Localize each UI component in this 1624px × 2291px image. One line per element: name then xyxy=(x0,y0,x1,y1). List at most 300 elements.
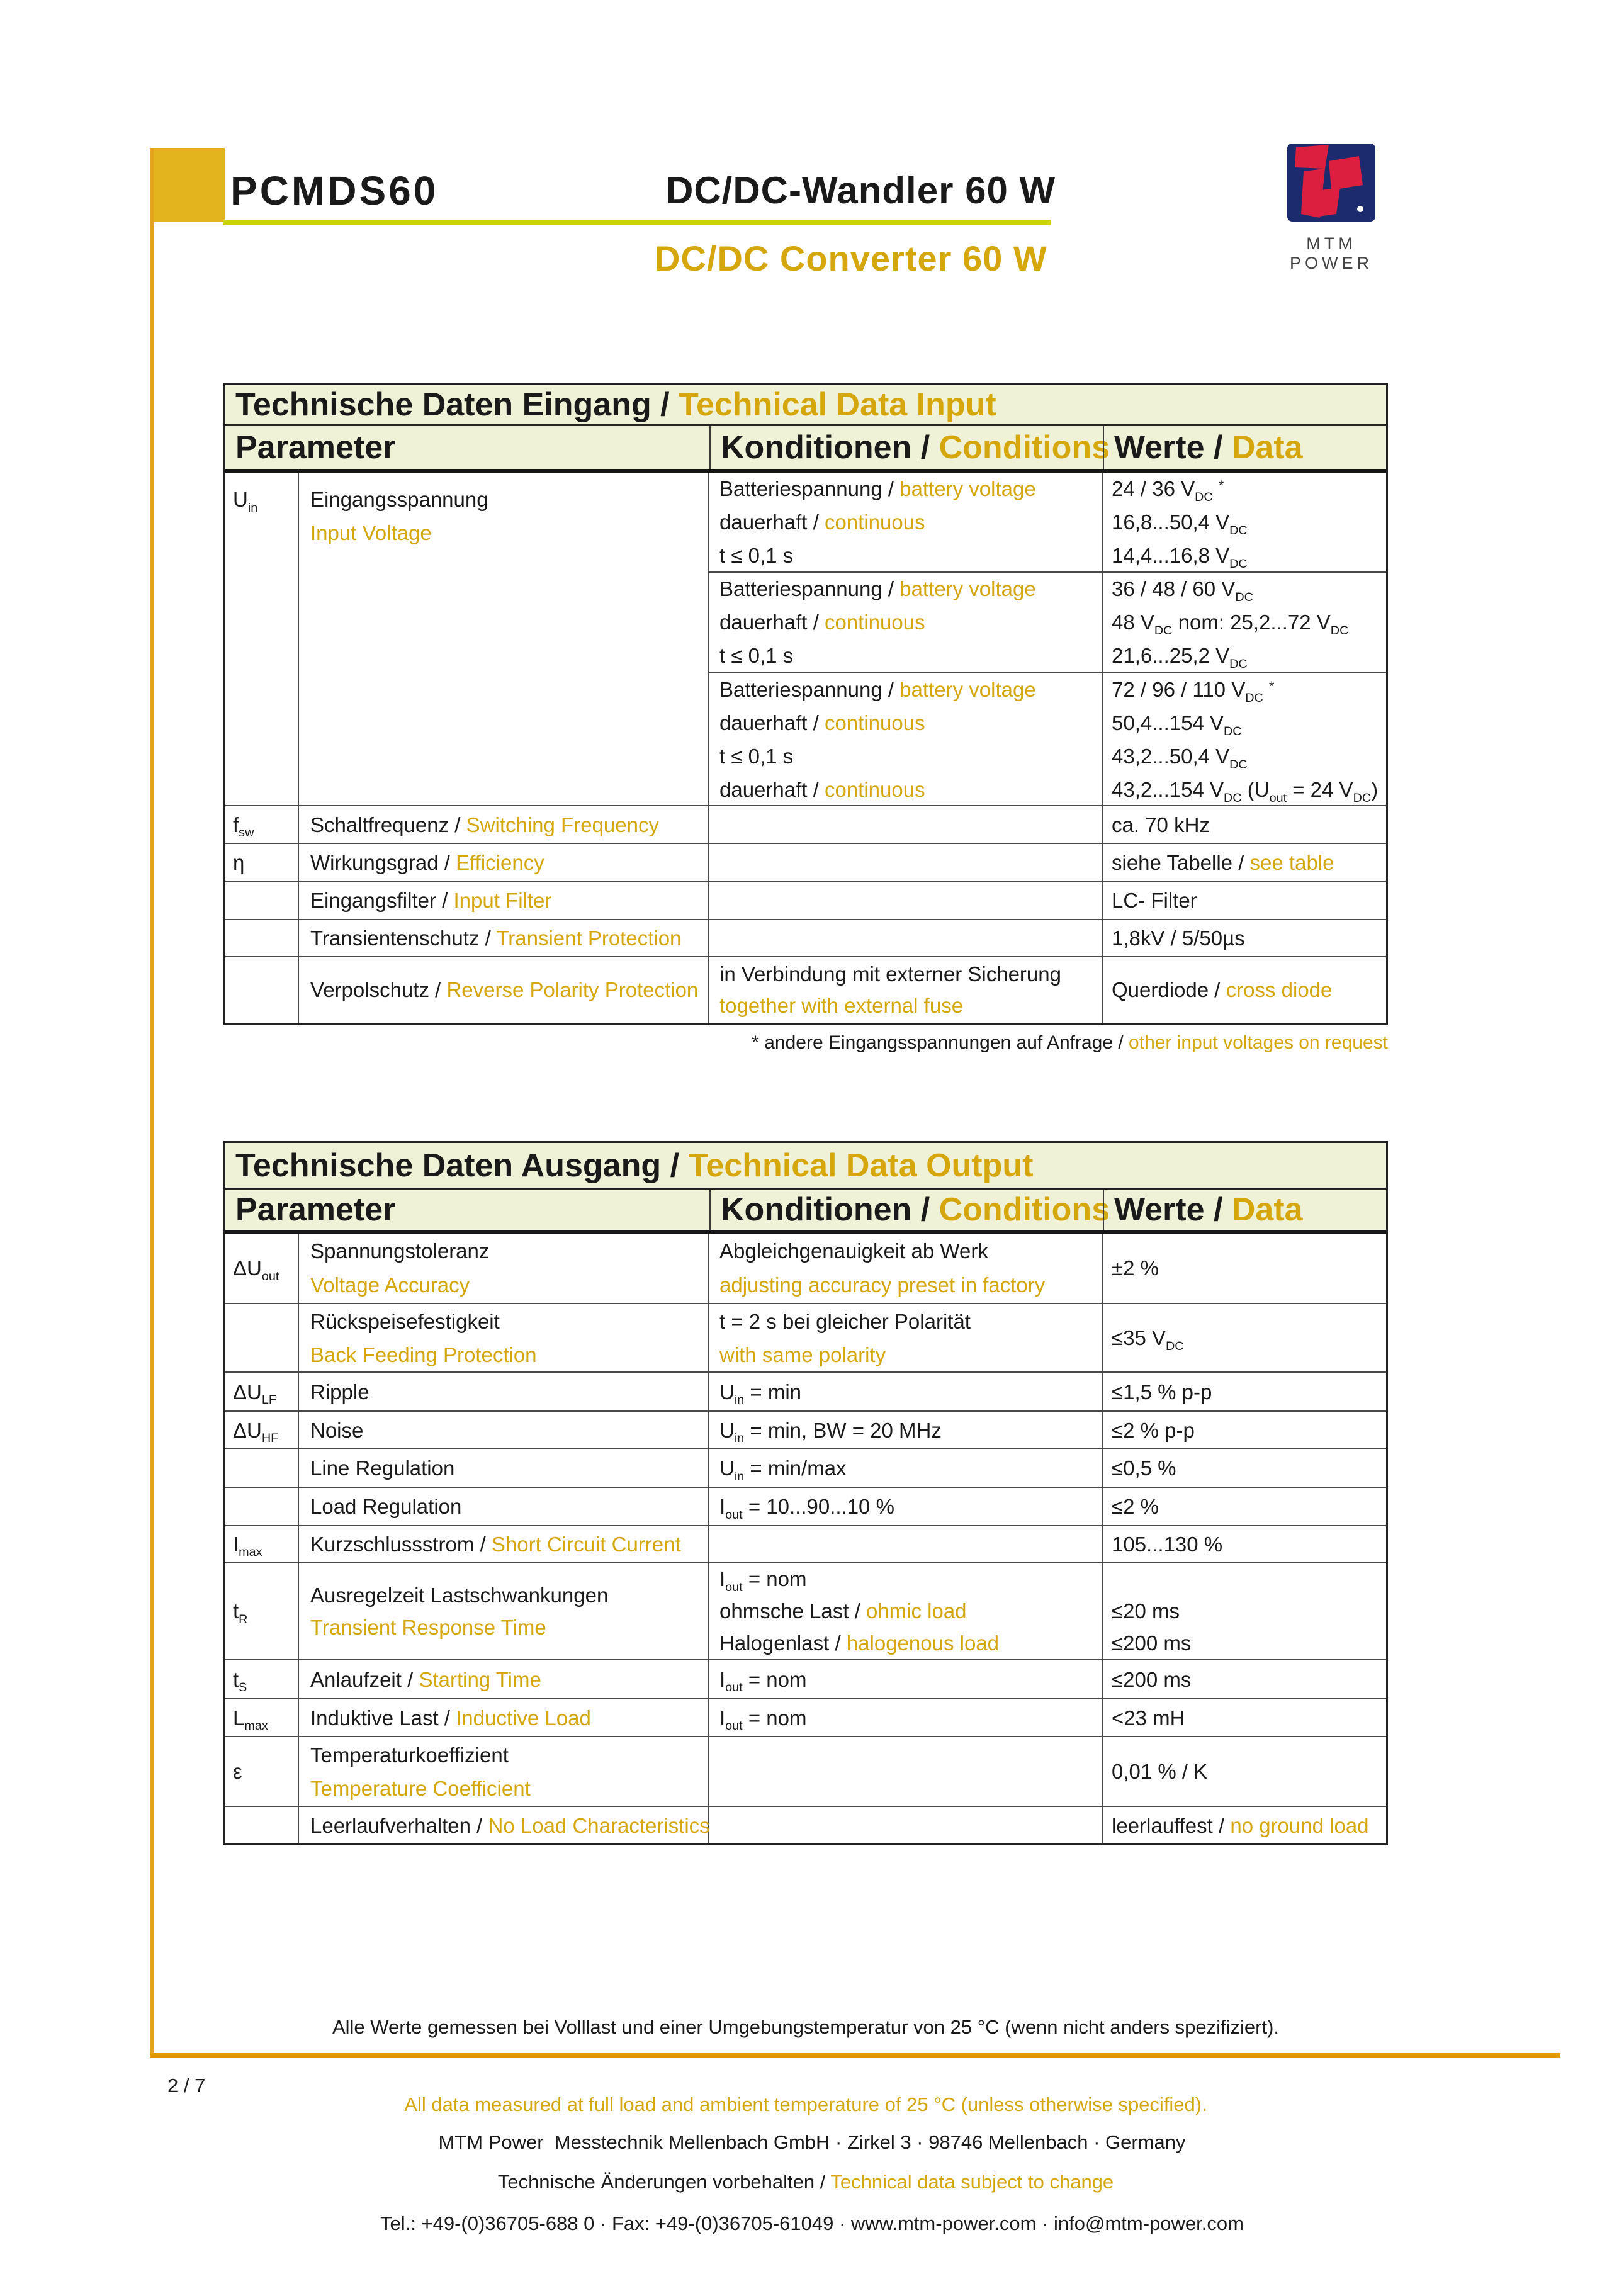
text-segment: DC xyxy=(1229,656,1248,671)
text-segment: ohmic load xyxy=(866,1599,967,1623)
cell-line xyxy=(719,773,1102,806)
note-line-changes: Technische Änderungen vorbehalten / Technical data subject to change xyxy=(497,2171,1114,2193)
text-segment: Halogenlast / xyxy=(719,1631,847,1655)
text-segment: see table xyxy=(1249,850,1334,874)
cell-line xyxy=(719,639,1102,672)
cell-line xyxy=(719,673,1102,706)
text-segment: Leerlaufverhalten / xyxy=(310,1813,488,1837)
cell-line xyxy=(1112,1414,1386,1447)
text-segment: max xyxy=(244,1719,268,1733)
table-row xyxy=(225,1807,1386,1843)
table-row xyxy=(225,1412,1386,1449)
cell-description xyxy=(299,1373,709,1410)
text-segment: Anlaufzeit / xyxy=(310,1667,419,1691)
text-segment: Querdiode / xyxy=(1112,978,1226,1001)
cell-line xyxy=(1112,1627,1386,1659)
cell-value xyxy=(1103,920,1386,956)
cell-symbol xyxy=(225,1304,299,1371)
cell-symbol xyxy=(225,920,299,956)
table-row xyxy=(225,882,1386,920)
text-segment: out xyxy=(261,1269,279,1283)
table-row xyxy=(225,1699,1386,1737)
cell-value xyxy=(1103,806,1386,843)
text-segment: Transient Protection xyxy=(496,926,682,950)
text-segment: battery voltage xyxy=(899,678,1036,701)
cell-line xyxy=(719,1305,1102,1338)
cell-line xyxy=(719,605,1102,639)
text-segment xyxy=(1213,477,1219,500)
text-segment: DC xyxy=(1229,556,1248,571)
cell-line xyxy=(719,1234,1102,1268)
cell-symbol xyxy=(225,1234,299,1303)
footnote-english: other input voltages on request xyxy=(1129,1032,1388,1053)
cell-line xyxy=(1112,921,1386,955)
text-segment: Parameter xyxy=(235,1191,396,1228)
text-segment: Voltage Accuracy xyxy=(310,1273,470,1297)
cell-line xyxy=(233,483,298,516)
cell-line xyxy=(1112,1663,1386,1696)
column-header-values xyxy=(1103,1190,1386,1230)
cell-line xyxy=(1112,673,1386,706)
cell-line xyxy=(719,1414,1102,1447)
cell-description xyxy=(299,1304,709,1371)
text-segment: Conditions xyxy=(939,1191,1110,1228)
cell-line xyxy=(1112,505,1386,539)
cell-description xyxy=(299,1737,709,1806)
text-segment: out xyxy=(725,1580,743,1594)
cell-description xyxy=(299,1660,709,1698)
cell-value xyxy=(1103,882,1386,919)
text-segment: U xyxy=(719,1456,735,1480)
text-segment: t ≤ 0,1 s xyxy=(719,544,794,567)
cell-line xyxy=(1112,1375,1386,1409)
cell-line xyxy=(1112,1809,1386,1842)
text-segment: ≤1,5 % p-p xyxy=(1112,1380,1212,1404)
text-segment: battery voltage xyxy=(899,577,1036,600)
text-segment: 14,4...16,8 V xyxy=(1112,544,1230,567)
text-segment: DC xyxy=(1223,791,1242,805)
column-header-conditions xyxy=(709,426,1110,469)
cell-description xyxy=(299,1563,709,1659)
text-segment: Batteriespannung / xyxy=(719,477,900,500)
text-segment: in xyxy=(734,1431,745,1446)
cell-description xyxy=(299,1412,709,1448)
cell-line xyxy=(233,846,298,879)
cell-symbol xyxy=(225,882,299,919)
text-segment: = min, BW = 20 MHz xyxy=(744,1418,942,1442)
cell-line xyxy=(719,1563,1102,1595)
text-segment: out xyxy=(725,1507,743,1522)
text-segment: Transient Response Time xyxy=(310,1615,546,1639)
cell-conditions xyxy=(709,573,1103,672)
cell-value xyxy=(1103,1488,1386,1525)
text-segment: halogenous load xyxy=(846,1631,1000,1655)
cell-description xyxy=(299,882,709,919)
text-segment: 24 / 36 V xyxy=(1112,477,1195,500)
cell-line xyxy=(233,1595,298,1627)
text-segment: dauerhaft / xyxy=(719,778,825,801)
accent-vertical-line xyxy=(150,148,154,2058)
text-segment: 105...130 % xyxy=(1112,1532,1223,1556)
text-segment: Spannungstoleranz xyxy=(310,1239,490,1263)
text-segment: = nom xyxy=(742,1706,807,1730)
text-segment: = nom xyxy=(742,1567,807,1590)
cell-line xyxy=(719,1451,1102,1485)
cell-line xyxy=(310,1809,708,1842)
cell-line xyxy=(1112,846,1386,879)
text-segment: leerlauffest / xyxy=(1112,1813,1231,1837)
cell-description xyxy=(299,1488,709,1525)
cell-conditions xyxy=(709,882,1103,919)
cell-line xyxy=(1112,1563,1386,1595)
text-segment: ε xyxy=(233,1760,242,1783)
table-row xyxy=(225,473,1386,806)
cell-line xyxy=(1112,1251,1386,1285)
cell-line xyxy=(719,1490,1102,1523)
condition-value-group xyxy=(709,473,1386,805)
cell-symbol xyxy=(225,1449,299,1487)
cell-line xyxy=(310,1451,708,1485)
text-segment: Kurzschlussstrom / xyxy=(310,1532,492,1556)
cell-conditions xyxy=(709,1449,1103,1487)
cell-value xyxy=(1103,573,1386,672)
text-segment: t = 2 s bei gleicher Polarität xyxy=(719,1309,971,1333)
cell-value xyxy=(1103,1807,1386,1843)
text-segment: ≤0,5 % xyxy=(1112,1456,1176,1480)
cell-conditions xyxy=(709,1488,1103,1525)
text-segment: Starting Time xyxy=(419,1667,541,1691)
cell-line xyxy=(310,884,708,917)
text-segment: Line Regulation xyxy=(310,1456,455,1480)
cell-line xyxy=(719,505,1102,539)
mtm-power-logo xyxy=(1287,144,1413,225)
cell-description xyxy=(299,844,709,881)
text-segment: No Load Characteristics xyxy=(488,1813,710,1837)
cell-description xyxy=(299,957,709,1023)
technical-data-output-table xyxy=(223,1141,1388,1845)
text-segment: ≤35 V xyxy=(1112,1326,1166,1349)
cell-line xyxy=(310,1611,708,1643)
text-segment: L xyxy=(233,1706,245,1730)
text-segment: LF xyxy=(261,1393,276,1407)
cell-symbol xyxy=(225,1488,299,1525)
text-segment: Ausregelzeit Lastschwankungen xyxy=(310,1583,609,1607)
cell-line xyxy=(310,808,708,842)
table-row xyxy=(225,957,1386,1023)
cell-conditions xyxy=(709,844,1103,881)
cell-value xyxy=(1103,1373,1386,1410)
text-segment: I xyxy=(233,1532,239,1556)
text-segment: 0,01 % / K xyxy=(1112,1760,1208,1783)
cell-symbol xyxy=(225,1373,299,1410)
text-segment: DC xyxy=(1330,623,1349,638)
cell-description xyxy=(299,1526,709,1562)
cell-line xyxy=(719,1595,1102,1627)
cell-description xyxy=(299,1699,709,1736)
text-segment: Induktive Last / xyxy=(310,1706,456,1730)
text-segment: Inductive Load xyxy=(456,1706,591,1730)
text-segment: Efficiency xyxy=(456,850,544,874)
cell-line xyxy=(719,740,1102,773)
note-line-english: All data measured at full load and ambient temperature of 25 °C (unless otherwise specified). xyxy=(404,2093,1207,2115)
text-segment: LC- Filter xyxy=(1112,889,1197,912)
cell-line xyxy=(310,1414,708,1447)
text-segment: U xyxy=(719,1380,735,1404)
text-segment: out xyxy=(725,1719,743,1733)
text-segment: ca. 70 kHz xyxy=(1112,813,1210,836)
cell-line xyxy=(719,959,1102,990)
cell-line xyxy=(310,921,708,955)
table-subrow xyxy=(709,473,1386,573)
text-segment: ≤2 % p-p xyxy=(1112,1418,1195,1442)
cell-line xyxy=(310,1738,708,1772)
text-segment: 43,2...50,4 V xyxy=(1112,745,1230,768)
cell-line xyxy=(719,1338,1102,1371)
table-row xyxy=(225,1449,1386,1488)
cell-line xyxy=(719,990,1102,1022)
accent-square xyxy=(150,148,225,222)
cell-line xyxy=(719,572,1102,605)
text-segment: ≤2 % xyxy=(1112,1495,1159,1518)
text-segment: t ≤ 0,1 s xyxy=(719,644,794,667)
column-header-parameter xyxy=(225,426,709,469)
cell-line xyxy=(719,1701,1102,1735)
table-subrow xyxy=(709,673,1386,806)
text-segment: continuous xyxy=(824,611,925,634)
text-segment: 43,2...154 V xyxy=(1112,778,1224,801)
document-title-english: DC/DC Converter 60 W xyxy=(655,239,1047,278)
cell-line xyxy=(1112,605,1386,639)
title-underline xyxy=(223,220,1051,225)
text-segment: Load Regulation xyxy=(310,1495,462,1518)
text-segment: <23 mH xyxy=(1112,1706,1185,1730)
text-segment: Technical Data Output xyxy=(688,1147,1034,1184)
cell-line xyxy=(233,1755,298,1788)
text-segment: = nom xyxy=(742,1667,807,1691)
text-segment: 16,8...50,4 V xyxy=(1112,510,1230,534)
cell-description xyxy=(299,1807,709,1843)
cell-symbol xyxy=(225,1412,299,1448)
cell-conditions xyxy=(709,1526,1103,1562)
text-segment: DC xyxy=(1229,757,1248,772)
text-segment: Input Filter xyxy=(453,889,552,912)
text-segment: Verpolschutz / xyxy=(310,978,447,1001)
cell-symbol xyxy=(225,1807,299,1843)
text-segment: ≤200 ms xyxy=(1112,1667,1192,1691)
text-segment: Noise xyxy=(310,1418,364,1442)
cell-symbol xyxy=(225,844,299,881)
column-header-values xyxy=(1103,426,1386,469)
text-segment: Switching Frequency xyxy=(466,813,659,836)
table-subrow xyxy=(709,573,1386,673)
cell-symbol xyxy=(225,1737,299,1806)
cell-conditions xyxy=(709,1737,1103,1806)
cell-line xyxy=(719,706,1102,740)
cell-value xyxy=(1103,844,1386,881)
table-row xyxy=(225,1234,1386,1304)
document-title-german: DC/DC-Wandler 60 W xyxy=(666,169,1056,211)
cell-description xyxy=(299,920,709,956)
text-segment: nom: 25,2...72 V xyxy=(1172,611,1331,634)
cell-line xyxy=(1112,740,1386,773)
text-segment: Technical Data Input xyxy=(679,386,996,423)
text-segment: Ripple xyxy=(310,1380,369,1404)
cell-line xyxy=(310,516,708,549)
cell-line xyxy=(310,483,708,516)
text-segment: Conditions xyxy=(939,429,1110,466)
text-segment: S xyxy=(239,1680,247,1695)
text-segment: ≤200 ms xyxy=(1112,1631,1192,1655)
text-segment: (U xyxy=(1241,778,1270,801)
cell-conditions xyxy=(709,673,1103,806)
text-segment: = min/max xyxy=(744,1456,847,1480)
table-row xyxy=(225,806,1386,844)
text-segment: in Verbindung mit externer Sicherung xyxy=(719,962,1061,986)
text-segment: Transientenschutz / xyxy=(310,926,497,950)
logo-label: MTM POWER xyxy=(1289,234,1373,273)
text-segment: I xyxy=(719,1567,726,1590)
cell-line xyxy=(719,1268,1102,1302)
text-segment: Short Circuit Current xyxy=(491,1532,681,1556)
cell-symbol xyxy=(225,1526,299,1562)
cell-symbol xyxy=(225,806,299,843)
cell-line xyxy=(310,846,708,879)
text-segment: Reverse Polarity Protection xyxy=(446,978,699,1001)
table-row xyxy=(225,1563,1386,1660)
text-segment: sw xyxy=(239,826,254,840)
cell-line xyxy=(310,1234,708,1268)
text-segment: = 24 V xyxy=(1287,778,1353,801)
cell-line xyxy=(310,1663,708,1696)
text-segment: U xyxy=(719,1418,735,1442)
column-header-row xyxy=(225,426,1386,473)
cell-conditions xyxy=(709,1234,1103,1303)
column-header-parameter xyxy=(225,1190,709,1230)
text-segment: = 10...90...10 % xyxy=(742,1495,894,1518)
cell-conditions xyxy=(709,1807,1103,1843)
cell-conditions xyxy=(709,1304,1103,1371)
cell-conditions xyxy=(709,920,1103,956)
table-row xyxy=(225,1304,1386,1373)
text-segment: R xyxy=(239,1612,248,1626)
cell-symbol xyxy=(225,1563,299,1659)
text-segment: together with external fuse xyxy=(719,994,964,1017)
table-row xyxy=(225,844,1386,882)
text-segment: t xyxy=(233,1599,239,1623)
cell-line xyxy=(310,1490,708,1523)
text-segment: continuous xyxy=(824,778,925,801)
cell-line xyxy=(1112,1321,1386,1354)
text-segment: DC xyxy=(1229,523,1248,538)
cell-line xyxy=(310,1528,708,1561)
cell-line xyxy=(1112,1490,1386,1523)
cell-conditions xyxy=(709,473,1103,571)
text-segment: DC xyxy=(1245,690,1263,705)
text-segment: DC xyxy=(1166,1339,1184,1353)
cell-conditions xyxy=(709,1699,1103,1736)
cell-value xyxy=(1103,1449,1386,1487)
text-segment: Temperaturkoeffizient xyxy=(310,1743,509,1767)
text-segment: ΔU xyxy=(233,1256,262,1280)
text-segment: 72 / 96 / 110 V xyxy=(1112,678,1246,701)
cell-line xyxy=(310,1701,708,1735)
cell-line xyxy=(1112,773,1386,806)
text-segment: f xyxy=(233,813,239,836)
text-segment: out xyxy=(725,1680,743,1695)
cell-line xyxy=(1112,706,1386,740)
cell-value xyxy=(1103,1660,1386,1698)
text-segment: dauerhaft / xyxy=(719,611,825,634)
text-segment: HF xyxy=(261,1431,279,1446)
cell-value xyxy=(1103,1234,1386,1303)
cell-description xyxy=(299,473,709,805)
table-row xyxy=(225,920,1386,957)
cell-description xyxy=(299,1234,709,1303)
text-segment: Data xyxy=(1231,1191,1303,1228)
cell-value xyxy=(1103,673,1386,806)
cell-line xyxy=(1112,1595,1386,1627)
text-segment: in xyxy=(734,1469,745,1483)
table-title xyxy=(225,1143,1386,1190)
text-segment: ΔU xyxy=(233,1380,262,1404)
text-segment: Wirkungsgrad / xyxy=(310,850,456,874)
note-line-german: Alle Werte gemessen bei Volllast und einer Umgebungstemperatur von 25 °C (wenn nicht anders spezifiziert). xyxy=(332,2016,1280,2038)
cell-line xyxy=(1112,1528,1386,1561)
cell-line xyxy=(233,1528,298,1561)
column-header-conditions xyxy=(709,1190,1110,1230)
cell-symbol xyxy=(225,1660,299,1698)
text-segment: I xyxy=(719,1667,726,1691)
text-segment: Back Feeding Protection xyxy=(310,1343,537,1366)
text-segment: DC xyxy=(1223,724,1242,738)
cell-line xyxy=(719,472,1102,505)
text-segment: 48 V xyxy=(1112,611,1154,634)
cell-line xyxy=(1112,808,1386,842)
text-segment: Rückspeisefestigkeit xyxy=(310,1309,500,1333)
text-segment: 1,8kV / 5/50µs xyxy=(1112,926,1245,950)
text-segment: Eingangsfilter / xyxy=(310,889,454,912)
text-segment: no ground load xyxy=(1230,1813,1369,1837)
cell-symbol xyxy=(225,1699,299,1736)
technical-data-input-table xyxy=(223,383,1388,1025)
text-segment: η xyxy=(233,850,245,874)
cell-conditions xyxy=(709,1373,1103,1410)
cell-value xyxy=(1103,1412,1386,1448)
text-segment xyxy=(1263,678,1269,701)
cell-line xyxy=(1112,539,1386,572)
text-segment: battery voltage xyxy=(899,477,1036,500)
cell-line xyxy=(310,1375,708,1409)
cell-line xyxy=(1112,1755,1386,1788)
text-segment: t ≤ 0,1 s xyxy=(719,745,794,768)
company-line: MTM Power Messtechnik Mellenbach GmbH · Zirkel 3 · 98746 Mellenbach · Germany xyxy=(438,2131,1186,2153)
cell-description xyxy=(299,1449,709,1487)
cell-line xyxy=(310,1305,708,1338)
cell-line xyxy=(310,1268,708,1302)
cell-line xyxy=(1112,572,1386,605)
cell-value xyxy=(1103,1304,1386,1371)
text-segment: t xyxy=(233,1667,239,1691)
cell-line xyxy=(1112,639,1386,672)
cell-line xyxy=(719,1663,1102,1696)
cell-conditions xyxy=(709,1563,1103,1659)
text-segment: 21,6...25,2 V xyxy=(1112,644,1230,667)
cell-line xyxy=(1112,1701,1386,1735)
text-segment: Eingangsspannung xyxy=(310,488,488,511)
text-segment: DC xyxy=(1195,490,1213,504)
text-segment: ) xyxy=(1371,778,1379,801)
cell-symbol xyxy=(225,473,299,805)
